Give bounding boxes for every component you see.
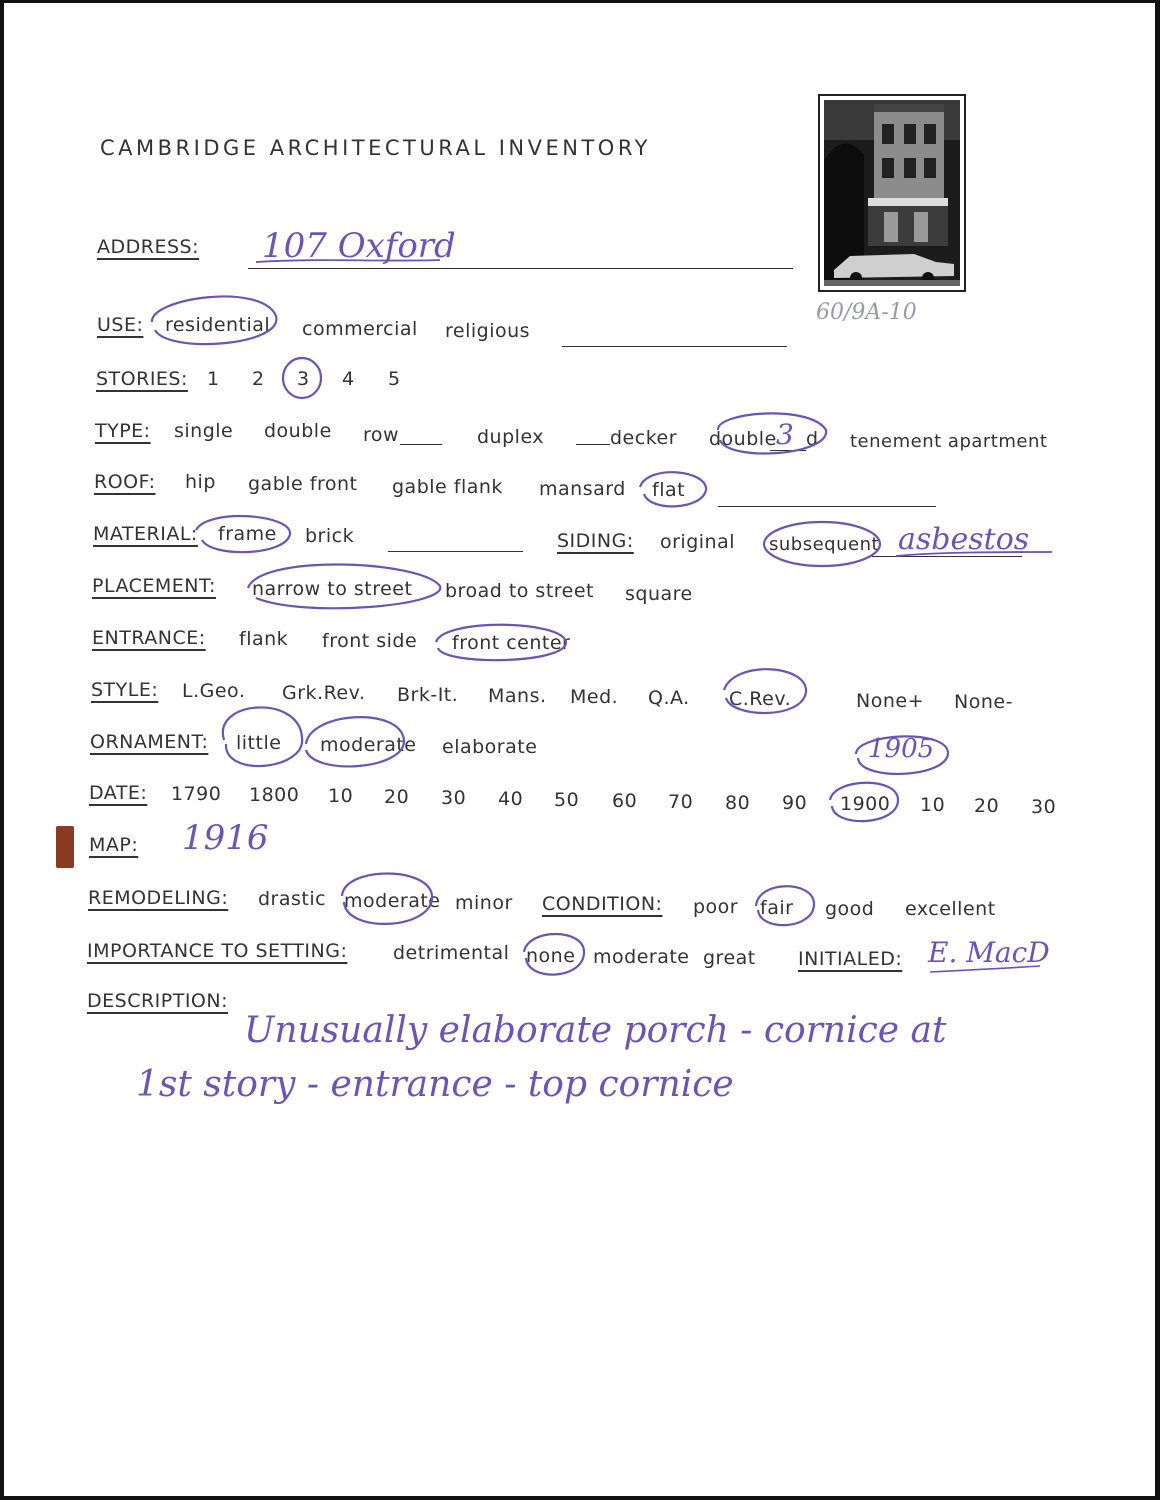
importance-option-detrimental: detrimental bbox=[393, 942, 510, 964]
condition-option-good: good bbox=[825, 898, 875, 920]
stories-option-5: 5 bbox=[388, 368, 401, 390]
stories-option-3: 3 bbox=[297, 368, 310, 390]
date-option-1930: 30 bbox=[1031, 796, 1057, 818]
remodeling-option-moderate: moderate bbox=[344, 890, 441, 912]
style-option-med: Med. bbox=[570, 686, 619, 708]
date-option-60: 60 bbox=[612, 790, 638, 812]
type-decker-blank bbox=[576, 444, 610, 445]
date-option-50: 50 bbox=[554, 789, 580, 811]
type-option-duplex: duplex bbox=[477, 426, 545, 448]
date-option-1800: 1800 bbox=[249, 784, 300, 806]
style-option-crev: C.Rev. bbox=[729, 688, 792, 710]
date-option-1920: 20 bbox=[974, 795, 1000, 817]
use-option-religious: religious bbox=[445, 320, 531, 342]
label-entrance: ENTRANCE: bbox=[92, 627, 206, 649]
importance-option-great: great bbox=[703, 947, 756, 969]
label-condition: CONDITION: bbox=[542, 893, 663, 915]
type-option-double: double bbox=[264, 420, 332, 442]
ornament-option-elaborate: elaborate bbox=[442, 736, 538, 758]
type-option-single: single bbox=[174, 420, 234, 442]
label-use: USE: bbox=[97, 314, 144, 336]
date-option-1900: 1900 bbox=[840, 793, 891, 815]
style-option-mans: Mans. bbox=[488, 685, 547, 707]
style-option-lgeo: L.Geo. bbox=[182, 680, 246, 702]
label-ornament: ORNAMENT: bbox=[90, 731, 209, 753]
label-initialed: INITIALED: bbox=[798, 948, 903, 970]
date-option-70: 70 bbox=[668, 791, 694, 813]
index-tab-marker bbox=[56, 826, 74, 868]
label-placement: PLACEMENT: bbox=[92, 575, 216, 597]
entrance-option-flank: flank bbox=[239, 628, 289, 650]
description-line-1: Unusually elaborate porch - cornice at bbox=[244, 1010, 947, 1051]
remodeling-option-drastic: drastic bbox=[258, 888, 327, 910]
type-option-row: row bbox=[363, 424, 400, 446]
roof-option-gable-front: gable front bbox=[248, 473, 358, 495]
condition-option-poor: poor bbox=[693, 896, 739, 918]
material-other-line bbox=[388, 551, 523, 552]
importance-option-moderate: moderate bbox=[593, 946, 690, 968]
roof-option-flat: flat bbox=[652, 479, 686, 501]
label-description: DESCRIPTION: bbox=[87, 990, 229, 1012]
initialed-value: E. MacD bbox=[928, 936, 1050, 969]
type-double-number: 3 bbox=[776, 418, 794, 451]
type-option-d: d bbox=[806, 428, 819, 450]
material-option-brick: brick bbox=[305, 525, 355, 547]
label-material: MATERIAL: bbox=[93, 523, 198, 545]
photo-reference: 60/9A-10 bbox=[816, 300, 917, 325]
roof-option-hip: hip bbox=[185, 471, 216, 493]
date-option-80: 80 bbox=[725, 792, 751, 814]
entrance-option-front-center: front center bbox=[452, 632, 571, 654]
siding-material-value: asbestos bbox=[898, 522, 1030, 557]
date-option-20: 20 bbox=[384, 786, 410, 808]
ornament-option-moderate: moderate bbox=[320, 734, 417, 756]
roof-option-mansard: mansard bbox=[539, 478, 626, 500]
label-stories: STORIES: bbox=[96, 368, 188, 390]
type-option-double-decker: double bbox=[709, 428, 777, 450]
date-option-90: 90 bbox=[782, 792, 808, 814]
description-line-2: 1st story - entrance - top cornice bbox=[136, 1064, 734, 1105]
date-option-1790: 1790 bbox=[171, 783, 222, 805]
label-style: STYLE: bbox=[91, 679, 159, 701]
importance-option-none: none bbox=[526, 945, 576, 967]
building-photo bbox=[818, 94, 966, 292]
label-importance: IMPORTANCE TO SETTING: bbox=[87, 940, 348, 962]
remodeling-option-minor: minor bbox=[455, 892, 513, 914]
label-remodeling: REMODELING: bbox=[88, 887, 229, 909]
label-map: MAP: bbox=[89, 834, 139, 856]
use-option-commercial: commercial bbox=[302, 318, 418, 340]
date-written-value: 1905 bbox=[868, 734, 935, 764]
stories-option-1: 1 bbox=[207, 368, 220, 390]
siding-option-subsequent: subsequent bbox=[769, 534, 880, 555]
style-option-grkrev: Grk.Rev. bbox=[282, 682, 366, 704]
condition-option-fair: fair bbox=[760, 897, 794, 919]
style-option-none-minus: None- bbox=[954, 691, 1013, 713]
type-option-tenement: tenement apartment bbox=[850, 431, 1048, 452]
style-option-brkit: Brk-It. bbox=[397, 684, 459, 706]
siding-option-original: original bbox=[660, 531, 736, 553]
entrance-option-front-side: front side bbox=[322, 630, 418, 652]
label-date: DATE: bbox=[89, 782, 148, 804]
roof-option-gable-flank: gable flank bbox=[392, 476, 503, 498]
use-other-line bbox=[562, 346, 787, 347]
label-roof: ROOF: bbox=[94, 471, 156, 493]
placement-option-narrow: narrow to street bbox=[252, 578, 413, 600]
roof-other-line bbox=[718, 506, 936, 507]
stories-option-4: 4 bbox=[342, 368, 355, 390]
placement-option-broad: broad to street bbox=[445, 580, 595, 602]
date-option-1910: 10 bbox=[920, 794, 946, 816]
type-option-decker: decker bbox=[610, 427, 678, 449]
style-option-none-plus: None+ bbox=[856, 690, 924, 712]
address-line bbox=[248, 268, 793, 269]
condition-option-excellent: excellent bbox=[905, 898, 996, 920]
label-address: ADDRESS: bbox=[97, 236, 199, 258]
type-row-blank bbox=[400, 444, 442, 445]
label-type: TYPE: bbox=[95, 420, 151, 442]
date-option-40: 40 bbox=[498, 788, 524, 810]
date-option-10: 10 bbox=[328, 785, 354, 807]
material-option-frame: frame bbox=[218, 523, 277, 545]
style-option-qa: Q.A. bbox=[648, 687, 690, 709]
stories-option-2: 2 bbox=[252, 368, 265, 390]
form-title: CAMBRIDGE ARCHITECTURAL INVENTORY bbox=[100, 136, 651, 160]
use-option-residential: residential bbox=[165, 314, 271, 336]
label-siding: SIDING: bbox=[557, 530, 634, 552]
date-option-30: 30 bbox=[441, 787, 467, 809]
map-value: 1916 bbox=[182, 818, 269, 858]
building-photo-image bbox=[824, 100, 960, 286]
placement-option-square: square bbox=[625, 583, 693, 605]
address-value: 107 Oxford bbox=[262, 226, 456, 266]
ornament-option-little: little bbox=[236, 732, 282, 754]
